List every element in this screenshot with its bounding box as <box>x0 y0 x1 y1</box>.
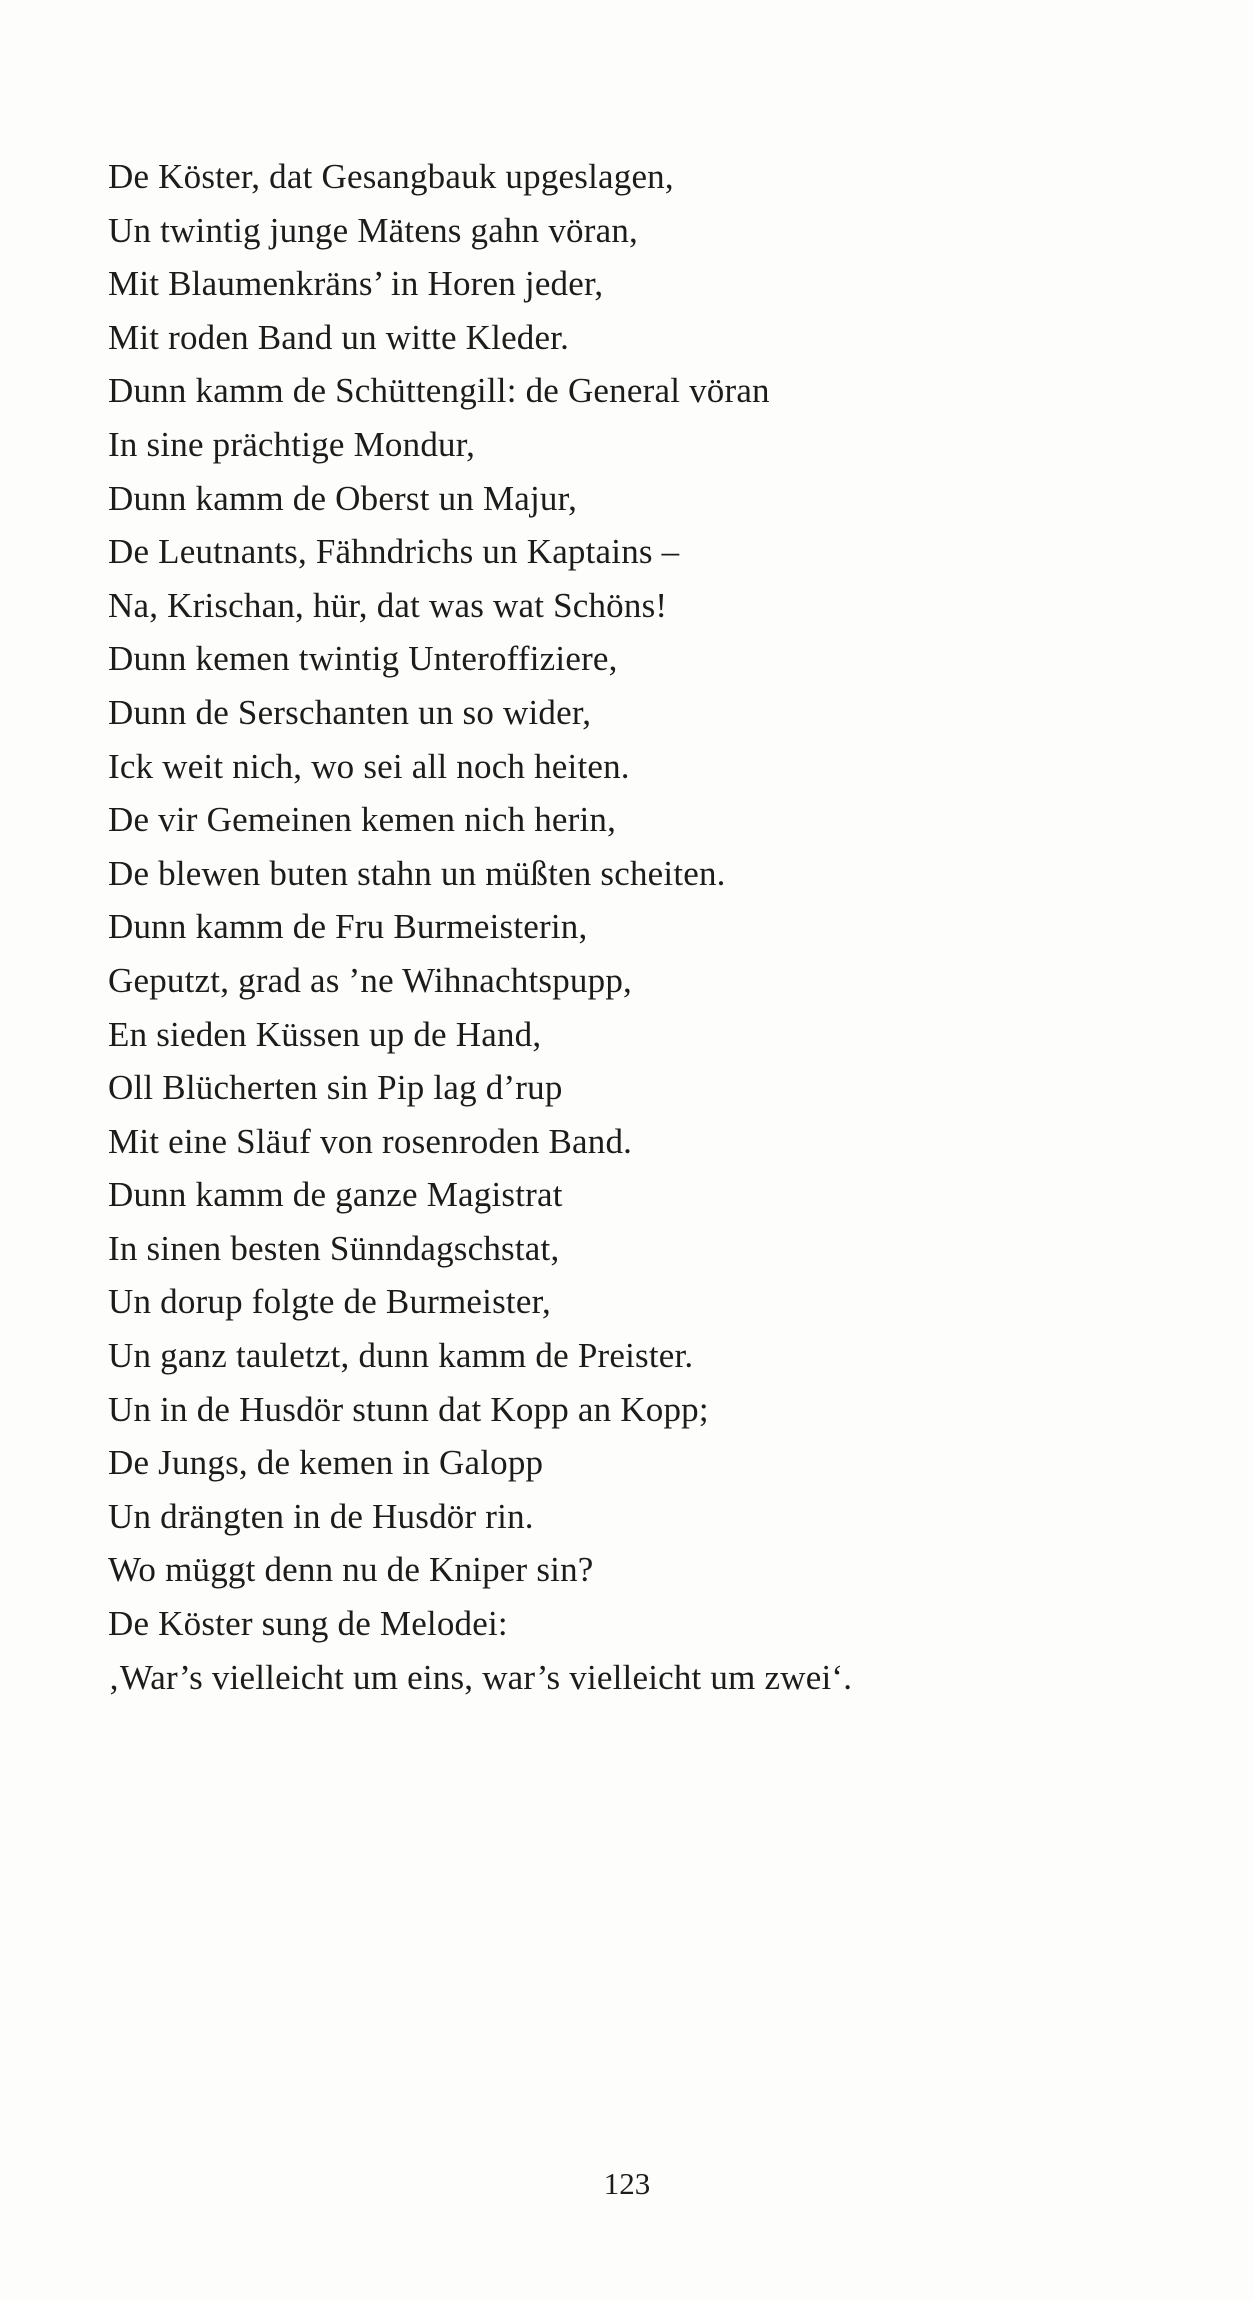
verse-line: Dunn kemen twintig Unteroffiziere, <box>108 639 618 679</box>
page-number: 123 <box>603 2166 651 2201</box>
verse-line: De blewen buten stahn un müßten scheiten. <box>108 853 726 893</box>
verse-line: ‚War’s vielleicht um eins, war’s vielleicht um zwei‘. <box>108 1657 853 1697</box>
verse-line: Ick weit nich, wo sei all noch heiten. <box>108 746 630 786</box>
verse-line: Mit roden Band un witte Kleder. <box>108 317 570 357</box>
verse-line: Geputzt, grad as ’ne Wihnachtspupp, <box>108 960 632 1000</box>
verse-line: En sieden Küssen up de Hand, <box>108 1014 542 1054</box>
poem-text <box>108 150 1188 1704</box>
verse-line: Dunn kamm de Oberst un Majur, <box>108 478 578 518</box>
verse-line: De Köster sung de Melodei: <box>108 1604 508 1644</box>
verse-line: In sinen besten Sünndagschstat, <box>108 1228 560 1268</box>
verse-line: Dunn kamm de ganze Magistrat <box>108 1175 563 1215</box>
verse-line: Mit eine Släuf von rosenroden Band. <box>108 1121 633 1161</box>
verse-line: Un twintig junge Mätens gahn vöran, <box>108 210 638 250</box>
verse-line: Mit Blaumenkräns’ in Horen jeder, <box>108 264 604 304</box>
verse-line: De vir Gemeinen kemen nich herin, <box>108 800 617 840</box>
verse-line: De Köster, dat Gesangbauk upgeslagen, <box>108 157 674 196</box>
verse-line: Un ganz tauletzt, dunn kamm de Preister. <box>108 1336 694 1376</box>
verse-line: Wo müggt denn nu de Kniper sin? <box>108 1550 594 1590</box>
verse-line: Dunn kamm de Fru Burmeisterin, <box>108 907 588 947</box>
verse-line: Oll Blücherten sin Pip lag d’rup <box>108 1068 563 1108</box>
verse-line: Un dorup folgte de Burmeister, <box>108 1282 551 1322</box>
verse-line: Dunn kamm de Schüttengill: de General vöran <box>108 371 770 411</box>
verse-line: De Jungs, de kemen in Galopp <box>108 1443 544 1483</box>
verse-line: In sine prächtige Mondur, <box>108 424 476 464</box>
verse-line: Un in de Husdör stunn dat Kopp an Kopp; <box>108 1389 709 1429</box>
verse-line: Un drängten in de Husdör rin. <box>108 1496 534 1536</box>
verse-line: Dunn de Serschanten un so wider, <box>108 692 592 732</box>
verse-line: Na, Krischan, hür, dat was wat Schöns! <box>108 585 668 625</box>
verse-line: De Leutnants, Fähndrichs un Kaptains – <box>108 532 680 572</box>
